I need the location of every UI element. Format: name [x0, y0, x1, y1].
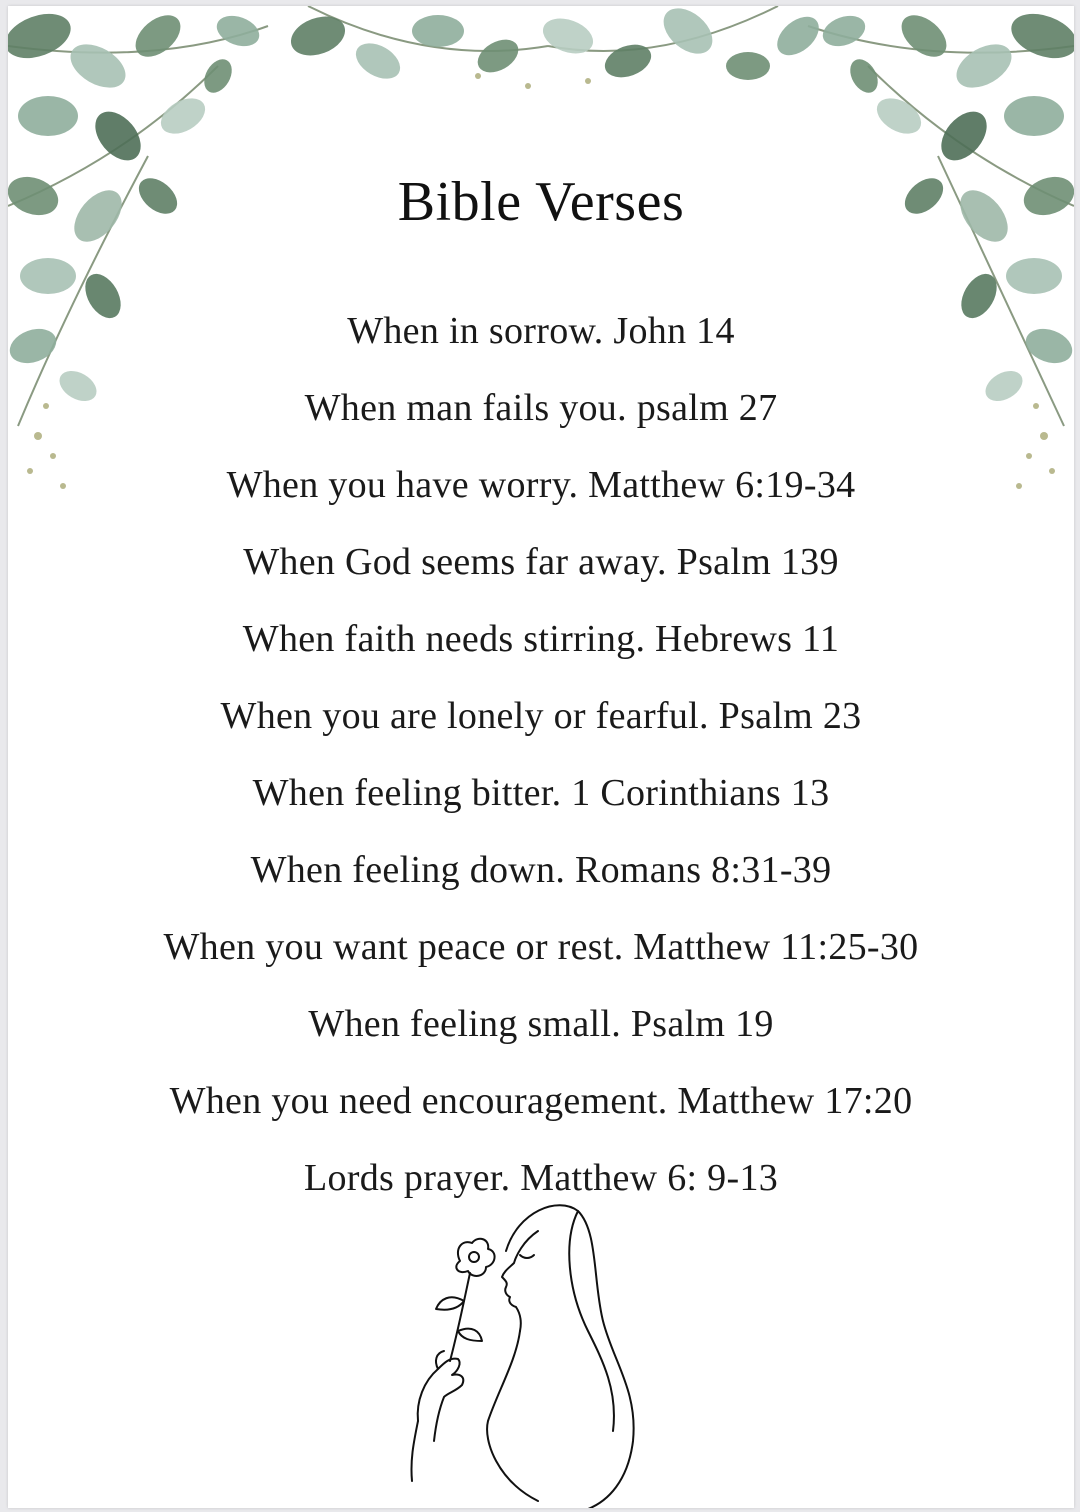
verse-item: When feeling small. Psalm 19 — [308, 1003, 774, 1045]
verse-item: When faith needs stirring. Hebrews 11 — [242, 618, 840, 660]
page-title: Bible Verses — [397, 171, 685, 233]
verse-item: When feeling down. Romans 8:31-39 — [250, 849, 832, 891]
verse-item: When you have worry. Matthew 6:19-34 — [226, 464, 856, 506]
poster-page — [8, 6, 1074, 1508]
woman-smelling-flower-icon — [388, 1191, 648, 1508]
verse-item: When you are lonely or fearful. Psalm 23 — [220, 695, 862, 737]
verse-item: When you want peace or rest. Matthew 11:25-30 — [163, 926, 919, 968]
verse-list — [8, 306, 1074, 1230]
verse-item: When God seems far away. Psalm 139 — [243, 541, 839, 583]
verse-item: Lords prayer. Matthew 6: 9-13 — [303, 1157, 779, 1199]
verse-item: When man fails you. psalm 27 — [304, 387, 778, 429]
verse-item: When you need encouragement. Matthew 17:20 — [169, 1080, 913, 1122]
verse-item: When in sorrow. John 14 — [347, 310, 735, 352]
verse-item: When feeling bitter. 1 Corinthians 13 — [252, 772, 830, 814]
